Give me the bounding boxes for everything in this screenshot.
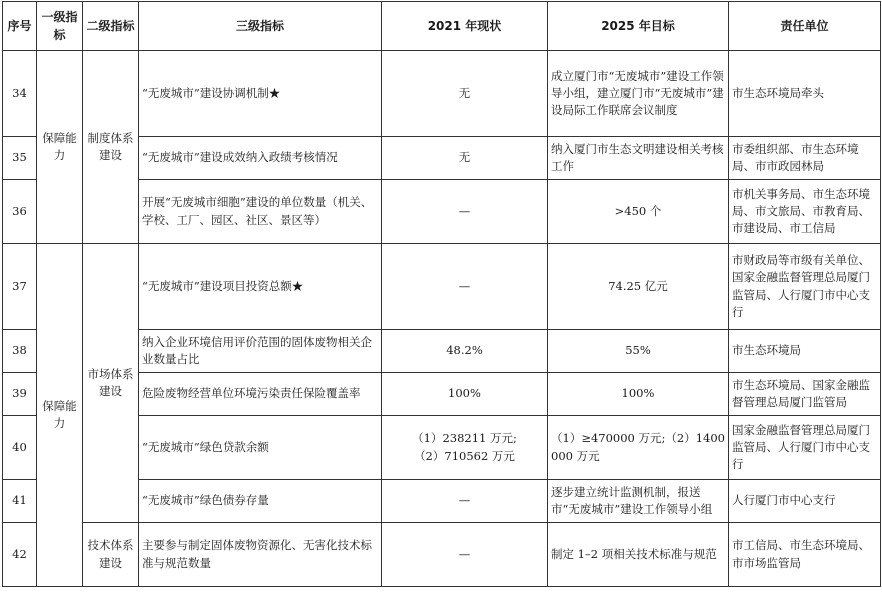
row-no: 36 <box>3 180 37 244</box>
level2-cell: 市场体系建设 <box>83 244 139 523</box>
owner-cell: 市生态环境局 <box>729 330 881 373</box>
row-no: 39 <box>3 373 37 416</box>
owner-cell: 市财政局等市级有关单位、国家金融监督管理总局厦门监管局、人行厦门市中心支行 <box>729 244 881 330</box>
owner-cell: 市工信局、市生态环境局、市市场监管局 <box>729 523 881 587</box>
header-no: 序号 <box>3 2 37 51</box>
header-level2: 二级指标 <box>83 2 139 51</box>
indicator-cell: 开展“无废城市细胞”建设的单位数量（机关、学校、工厂、园区、社区、景区等） <box>139 180 382 244</box>
header-owner: 责任单位 <box>729 2 881 51</box>
level2-cell: 技术体系建设 <box>83 523 139 587</box>
indicator-table <box>2 1 881 587</box>
row-no: 41 <box>3 480 37 523</box>
target-2025-cell: 成立厦门市“无废城市”建设工作领导小组，建立厦门市“无废城市”建设局际工作联席会议制度 <box>548 51 729 137</box>
target-2025-cell: 逐步建立统计监测机制，报送市“无废城市”建设工作领导小组 <box>548 480 729 523</box>
status-2021-line: （2）710562 万元 <box>414 448 515 463</box>
owner-cell: 国家金融监督管理总局厦门监管局、人行厦门市中心支行 <box>729 416 881 480</box>
status-2021-cell: 无 <box>382 51 548 137</box>
target-2025-cell: 74.25 亿元 <box>548 244 729 330</box>
indicator-cell: “无废城市”建设成效纳入政绩考核情况 <box>139 137 382 180</box>
status-2021-cell <box>382 416 548 480</box>
header-level1: 一级指标 <box>37 2 83 51</box>
status-2021-cell: — <box>382 244 548 330</box>
indicator-cell: 主要参与制定固体废物资源化、无害化技术标准与规范数量 <box>139 523 382 587</box>
status-2021-line: （1）238211 万元; <box>412 431 517 446</box>
table-row <box>3 523 881 587</box>
header-level3: 三级指标 <box>139 2 382 51</box>
row-no: 37 <box>3 244 37 330</box>
status-2021-cell: 无 <box>382 137 548 180</box>
indicator-cell: “无废城市”建设项目投资总额★ <box>139 244 382 330</box>
owner-cell: 市机关事务局、市生态环境局、市文旅局、市教育局、市建设局、市工信局 <box>729 180 881 244</box>
row-no: 34 <box>3 51 37 137</box>
level1-cell: 保障能力 <box>37 244 83 587</box>
row-no: 38 <box>3 330 37 373</box>
table-row <box>3 244 881 330</box>
owner-cell: 市委组织部、市生态环境局、市市政园林局 <box>729 137 881 180</box>
indicator-cell: 危险废物经营单位环境污染责任保险覆盖率 <box>139 373 382 416</box>
target-2025-cell: >450 个 <box>548 180 729 244</box>
owner-cell: 市生态环境局牵头 <box>729 51 881 137</box>
header-target-2025: 2025 年目标 <box>548 2 729 51</box>
indicator-cell: “无废城市”绿色贷款余额 <box>139 416 382 480</box>
indicator-cell: “无废城市”建设协调机制★ <box>139 51 382 137</box>
header-row <box>3 2 881 51</box>
status-2021-cell: — <box>382 180 548 244</box>
row-no: 40 <box>3 416 37 480</box>
header-status-2021: 2021 年现状 <box>382 2 548 51</box>
target-2025-cell: 55% <box>548 330 729 373</box>
level2-cell: 制度体系建设 <box>83 51 139 244</box>
status-2021-cell: 100% <box>382 373 548 416</box>
table-row <box>3 51 881 137</box>
status-2021-cell: — <box>382 480 548 523</box>
row-no: 42 <box>3 523 37 587</box>
row-no: 35 <box>3 137 37 180</box>
indicator-cell: “无废城市”绿色债券存量 <box>139 480 382 523</box>
target-2025-cell: 100% <box>548 373 729 416</box>
target-2025-cell: 制定 1–2 项相关技术标准与规范 <box>548 523 729 587</box>
target-2025-cell: 纳入厦门市生态文明建设相关考核工作 <box>548 137 729 180</box>
status-2021-cell: 48.2% <box>382 330 548 373</box>
status-2021-cell: — <box>382 523 548 587</box>
target-2025-cell: （1）≥470000 万元;（2）1400000 万元 <box>548 416 729 480</box>
owner-cell: 市生态环境局、国家金融监督管理总局厦门监管局 <box>729 373 881 416</box>
owner-cell: 人行厦门市中心支行 <box>729 480 881 523</box>
level1-cell: 保障能力 <box>37 51 83 244</box>
indicator-cell: 纳入企业环境信用评价范围的固体废物相关企业数量占比 <box>139 330 382 373</box>
